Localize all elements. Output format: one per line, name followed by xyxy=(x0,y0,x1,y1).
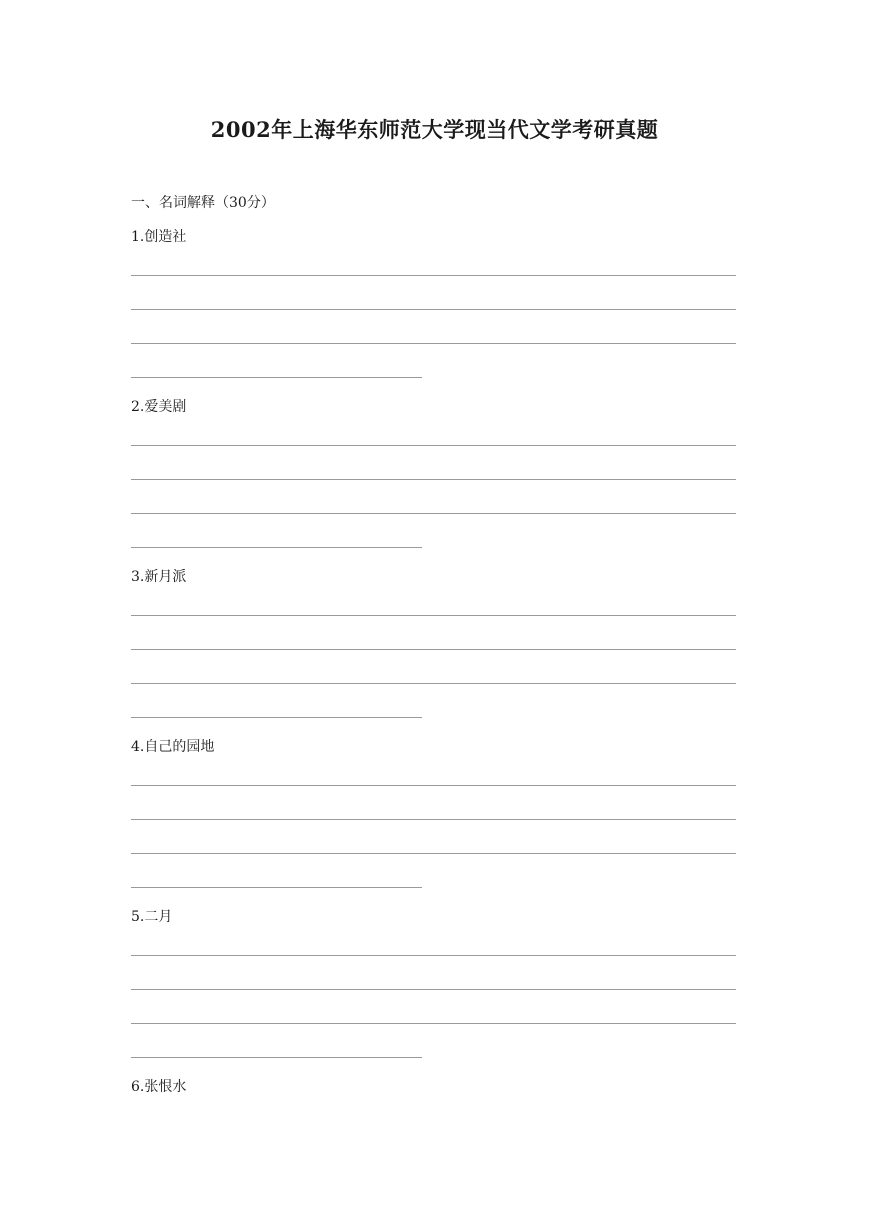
answer-line[interactable] xyxy=(131,309,736,310)
answer-line[interactable] xyxy=(131,819,736,820)
answer-line[interactable] xyxy=(131,853,736,854)
question-item xyxy=(131,567,736,727)
question-label: 1.创造社 xyxy=(131,229,187,245)
page-title: 2002年上海华东师范大学现当代文学考研真题 xyxy=(210,117,659,142)
question-label: 4.自己的园地 xyxy=(131,739,215,755)
answer-line[interactable] xyxy=(131,887,422,888)
answer-line[interactable] xyxy=(131,615,736,616)
answer-line[interactable] xyxy=(131,989,736,990)
answer-line[interactable] xyxy=(131,479,736,480)
answer-line[interactable] xyxy=(131,683,736,684)
answer-line[interactable] xyxy=(131,1057,422,1058)
question-item xyxy=(131,227,736,387)
answer-line[interactable] xyxy=(131,955,736,956)
answer-line[interactable] xyxy=(131,343,736,344)
answer-line[interactable] xyxy=(131,717,422,718)
question-item xyxy=(131,907,736,1067)
answer-line[interactable] xyxy=(131,445,736,446)
question-item xyxy=(131,1077,736,1101)
answer-line[interactable] xyxy=(131,649,736,650)
section-heading: 一、名词解释（30分） xyxy=(131,195,275,211)
question-label: 5.二月 xyxy=(131,909,173,925)
answer-line[interactable] xyxy=(131,785,736,786)
question-item xyxy=(131,737,736,897)
question-label: 2.爱美剧 xyxy=(131,399,187,415)
answer-line[interactable] xyxy=(131,1023,736,1024)
answer-line[interactable] xyxy=(131,377,422,378)
question-label: 3.新月派 xyxy=(131,569,187,585)
answer-line[interactable] xyxy=(131,513,736,514)
answer-line[interactable] xyxy=(131,275,736,276)
question-label: 6.张恨水 xyxy=(131,1079,187,1095)
question-item xyxy=(131,397,736,557)
answer-line[interactable] xyxy=(131,547,422,548)
